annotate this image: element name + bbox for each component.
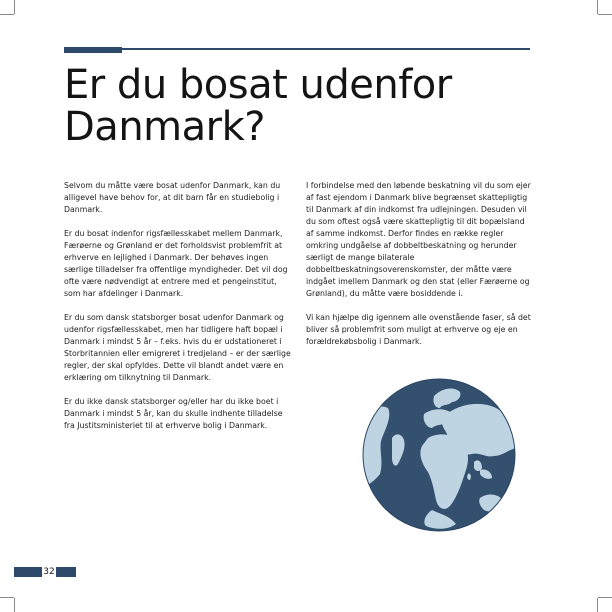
page-number-bar-left [14, 567, 42, 577]
page-title-line-1: Er du bosat udenfor [64, 62, 452, 108]
right-text-column [306, 180, 532, 360]
right-paragraph-2: Vi kan hjælpe dig igennem alle ovenstående faser, så det bliver så problemfrit som muligt at erhverve og eje en forældrekøbsbolig i Danmark. [306, 313, 531, 346]
crop-mark-top-left [14, 0, 15, 14]
crop-mark-top-left-h [0, 14, 14, 15]
page-number-bar-right [56, 567, 76, 577]
crop-mark-bottom-right-h [598, 597, 612, 598]
header-rule [122, 48, 530, 50]
left-paragraph-2: Er du bosat indenfor rigsfællesskabet mellem Danmark, Færøerne og Grønland er det forholdsvist problemfrit at erhverve en lejlighed i Danmark. Der behøves ingen særlige tilladelser fra offentlige myndigheder. Det vil dog ofte være nødvendigt at entrere med et pengeinstitut, som har afdelinger i Danmark. [64, 229, 288, 298]
crop-mark-bottom-right [597, 598, 598, 612]
globe-icon [362, 378, 516, 532]
page-title [64, 64, 534, 148]
crop-mark-bottom-left-h [0, 597, 14, 598]
left-paragraph-3: Er du som dansk statsborger bosat udenfor Danmark og udenfor rigsfællesskabet, men har tidligere haft bopæl i Danmark i mindst 5 år – f.eks. hvis du er udstationeret i Storbritannien eller emigreret i tredjeland – er der særlige regler, der skal opfyldes. Dette vil blandt andet være en erklæring om tilknytning til Danmark. [64, 313, 291, 382]
crop-mark-top-right [597, 0, 598, 14]
right-paragraph-1: I forbindelse med den løbende beskatning vil du som ejer af fast ejendom i Danmark blive begrænset skattepligtig til Danmark af din indkomst fra udlejningen. Desuden vil du som oftest også være skattepligtig til dit bopælsland af samme indkomst. Derfor findes en række regler omkring undgåelse af dobbeltbeskatning og herunder særligt de mange bilaterale dobbeltbeskatningsoverenskomster, der måtte være indgået imellem Danmark og den stat (eller Færøerne og Grønland), du måtte være bosiddende i. [306, 181, 531, 298]
left-paragraph-4: Er du ikke dansk statsborger og/eller har du ikke boet i Danmark i mindst 5 år, kan du skulle indhente tilladelse fra Justitsministeriet til at erhverve bolig i Danmark. [64, 397, 283, 430]
header-accent-bar [64, 47, 122, 53]
left-text-column [64, 180, 292, 444]
crop-mark-bottom-left [14, 598, 15, 612]
page-title-line-2: Danmark? [64, 104, 265, 150]
left-paragraph-1: Selvom du måtte være bosat udenfor Danmark, kan du alligevel have behov for, at dit barn får en studiebolig i Danmark. [64, 181, 281, 214]
crop-mark-top-right-h [598, 14, 612, 15]
page-number: 32 [43, 567, 55, 577]
